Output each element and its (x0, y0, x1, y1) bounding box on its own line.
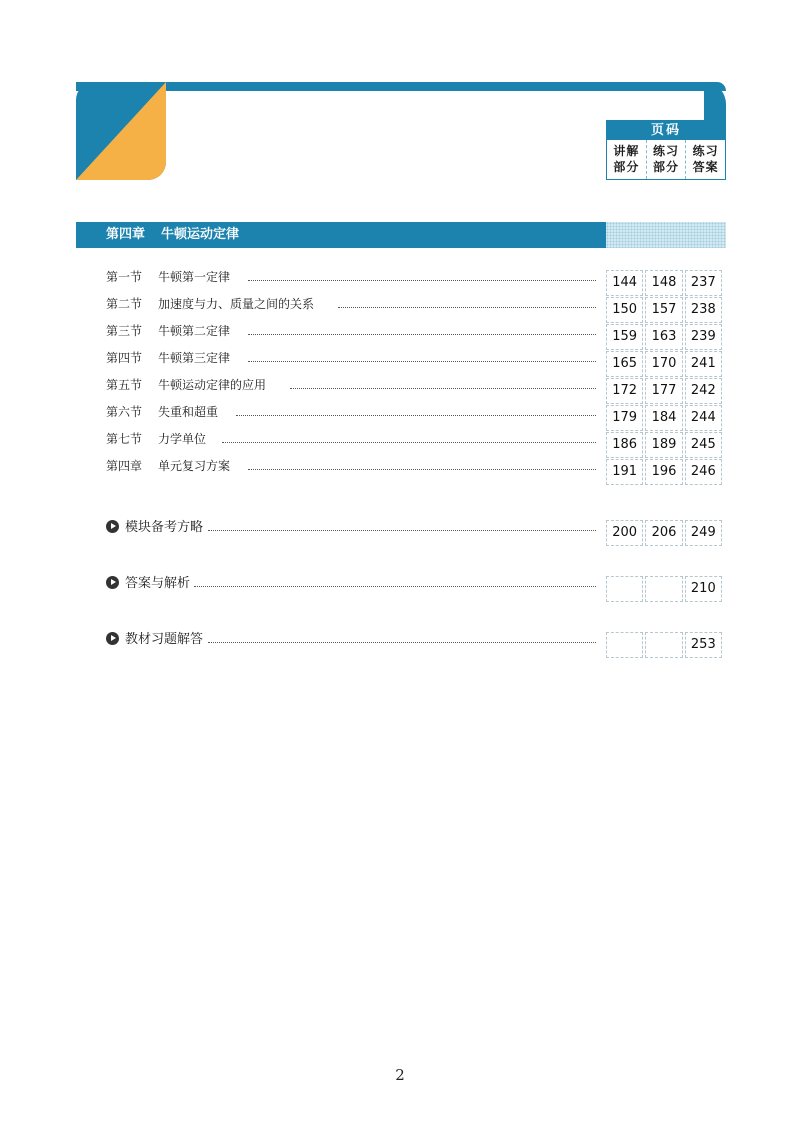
section-number: 第六节 (106, 405, 143, 419)
dot-leader (222, 442, 596, 443)
section-number: 第一节 (106, 270, 143, 284)
page-lecture: 191 (606, 459, 643, 485)
header-top-bar (76, 82, 726, 91)
dot-leader (236, 415, 596, 416)
page-answer: 210 (685, 576, 722, 602)
section-title: 牛顿运动定律的应用 (158, 378, 267, 392)
toc-row-section-6[interactable] (76, 405, 726, 431)
legend-col-answers: 练习 答案 (692, 144, 719, 174)
page-lecture: 144 (606, 270, 643, 296)
entry-title: 教材习题解答 (125, 632, 204, 647)
dot-leader (248, 361, 596, 362)
toc-row-section-3[interactable] (76, 324, 726, 350)
entry-title: 模块备考方略 (125, 520, 204, 535)
section-number: 第五节 (106, 378, 143, 392)
chapter-header (76, 222, 726, 248)
arrow-circle-icon (106, 520, 119, 533)
section-number: 第二节 (106, 297, 143, 311)
page-exercise: 206 (645, 520, 682, 546)
section-number: 第四节 (106, 351, 143, 365)
arrow-circle-icon (106, 576, 119, 589)
page-lecture: 159 (606, 324, 643, 350)
page-exercise: 163 (645, 324, 682, 350)
toc-row-module-strategy[interactable] (76, 520, 726, 546)
page-lecture (606, 632, 643, 658)
page-lecture: 165 (606, 351, 643, 377)
dot-leader (290, 388, 596, 389)
page-number: 2 (395, 1066, 405, 1084)
page-answer: 239 (685, 324, 722, 350)
section-title: 失重和超重 (158, 405, 219, 419)
page-exercise: 170 (645, 351, 682, 377)
page-exercise (645, 632, 682, 658)
section-number: 第七节 (106, 432, 143, 446)
corner-decoration (76, 82, 166, 180)
page-exercise: 189 (645, 432, 682, 458)
page-lecture: 179 (606, 405, 643, 431)
page-answer: 238 (685, 297, 722, 323)
page-exercise (645, 576, 682, 602)
dot-leader (208, 530, 596, 531)
page-exercise: 157 (645, 297, 682, 323)
page-answer: 242 (685, 378, 722, 404)
dot-leader (194, 586, 596, 587)
entry-title: 答案与解析 (125, 576, 191, 591)
page-answer: 245 (685, 432, 722, 458)
dot-leader (248, 469, 596, 470)
chapter-title: 牛顿运动定律 (161, 227, 240, 242)
toc-row-section-4[interactable] (76, 351, 726, 377)
dot-leader (338, 307, 596, 308)
page-exercise: 148 (645, 270, 682, 296)
page-answer: 253 (685, 632, 722, 658)
toc-row-section-7[interactable] (76, 432, 726, 458)
toc-row-textbook-solutions[interactable] (76, 632, 726, 658)
section-title: 牛顿第二定律 (158, 324, 231, 338)
page-lecture: 186 (606, 432, 643, 458)
toc-row-answers[interactable] (76, 576, 726, 602)
dot-leader (208, 642, 596, 643)
dot-leader (248, 334, 596, 335)
page-lecture (606, 576, 643, 602)
dotted-pattern (606, 222, 726, 248)
section-title: 力学单位 (158, 432, 207, 446)
section-title: 牛顿第三定律 (158, 351, 231, 365)
legend-col-exercise: 练习 部分 (647, 140, 687, 179)
section-title: 加速度与力、质量之间的关系 (158, 297, 315, 311)
section-number: 第四章 (106, 459, 143, 473)
page-exercise: 177 (645, 378, 682, 404)
chapter-number: 第四章 (106, 227, 146, 242)
section-title: 牛顿第一定律 (158, 270, 231, 284)
page-answer: 249 (685, 520, 722, 546)
arrow-circle-icon (106, 632, 119, 645)
page-answer: 244 (685, 405, 722, 431)
section-title: 单元复习方案 (158, 459, 231, 473)
toc-row-section-2[interactable] (76, 297, 726, 323)
page-lecture: 200 (606, 520, 643, 546)
toc-row-section-1[interactable] (76, 270, 726, 296)
page-exercise: 184 (645, 405, 682, 431)
page-answer: 237 (685, 270, 722, 296)
toc-row-chapter-review[interactable] (76, 459, 726, 485)
section-number: 第三节 (106, 324, 143, 338)
page-answer: 241 (685, 351, 722, 377)
legend-title: 页码 (607, 121, 725, 140)
page-lecture: 150 (606, 297, 643, 323)
page-exercise: 196 (645, 459, 682, 485)
page-answer: 246 (685, 459, 722, 485)
toc-row-section-5[interactable] (76, 378, 726, 404)
dot-leader (248, 280, 596, 281)
page-code-legend (606, 120, 726, 180)
legend-col-lecture: 讲解 部分 (607, 140, 647, 179)
page-lecture: 172 (606, 378, 643, 404)
